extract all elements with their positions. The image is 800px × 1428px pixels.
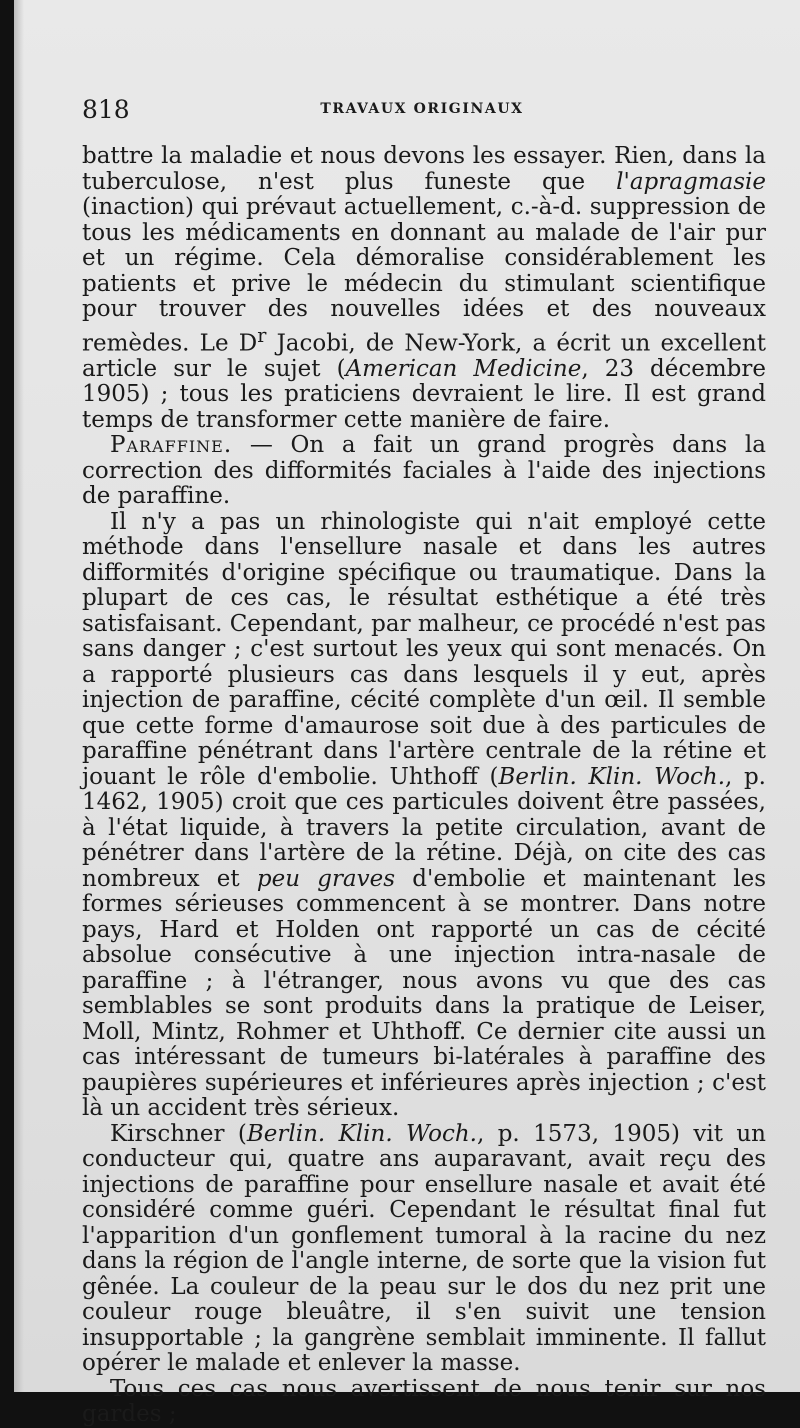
paragraph-final: Tous ces cas nous avertissent de nous tenir sur nos gardes ; bbox=[82, 1375, 766, 1428]
journal-title: American Medicine bbox=[345, 355, 582, 382]
journal-title: Berlin. Klin. Woch. bbox=[246, 1120, 477, 1147]
page-number: 818 bbox=[82, 95, 130, 124]
superscript: r bbox=[257, 323, 267, 347]
journal-title: Berlin. Klin. Woch. bbox=[498, 763, 726, 790]
body-text bbox=[82, 144, 766, 1428]
italic-term: peu graves bbox=[256, 865, 396, 892]
italic-term: l'apragmasie bbox=[616, 168, 766, 195]
paragraph-kirschner: Kirschner (Berlin. Klin. Woch., p. 1573, 1905) vit un conducteur qui, quatre ans auparavant, avait reçu des injections de paraffine pour ensellure nasale et avait été considéré comme guéri. Cependant le résultat final fut l'apparition d'un gonflement tumoral à la racine du nez dans la région de l'angle interne, de sorte que la vision fut gênée. La couleur de la peau sur le dos du nez prit une couleur rouge bleuâtre, il s'en suivit une tension insupportable ; la gangrène semblait imminente. Il fallut opérer le malade et enlever la masse. bbox=[82, 1120, 766, 1377]
page-header bbox=[82, 95, 762, 125]
book-page bbox=[14, 0, 800, 1428]
paragraph-apragmasie: battre la maladie et nous devons les essayer. Rien, dans la tuberculose, n'est plus funeste que l'apragmasie (inaction) qui prévaut actuellement, c.-à-d. suppression de tous les médicaments en donnant au malade de l'air pur et un régime. Cela démoralise considérablement les patients et prive le médecin du stimulant scientifique pour trouver des nouvelles idées et des nouveaux remèdes. Le $D^r$ Jacobi, de New-York, a écrit un excellent article sur le sujet (American Medicine, 23 décembre 1905) ; tous les praticiens devraient le lire. Il est grand temps de transformer cette manière de faire. bbox=[82, 143, 766, 433]
paragraph-paraffine-heading: Paraffine. — On a fait un grand progrès dans la correction des difformités faciales à l'aide des injections de paraffine. bbox=[82, 432, 766, 510]
running-head: TRAVAUX ORIGINAUX bbox=[320, 101, 524, 117]
paragraph-rhinologiste: Il n'y a pas un rhinologiste qui n'ait employé cette méthode dans l'ensellure nasale et dans les autres difformités d'origine spécifique ou traumatique. Dans la plupart de ces cas, le résultat esthétique a été très satisfaisant. Cependant, par malheur, ce procédé n'est pas sans danger ; c'est surtout les yeux qui sont menacés. On a rapporté plusieurs cas dans lesquels il y eut, après injection de paraffine, cécité complète d'un œil. Il semble que cette forme d'amaurose soit due à des particules de paraffine pénétrant dans l'artère centrale de la rétine et jouant le rôle d'embolie. Uhthoff (Berlin. Klin. Woch., p. 1462, 1905) croit que ces particules doivent être passées, à l'état liquide, à travers la petite circulation, avant de pénétrer dans l'artère de la rétine. Déjà, on cite des cas nombreux et peu graves d'embolie et maintenant les formes sérieuses commencent à se montrer. Dans notre pays, Hard et Holden ont rapporté un cas de cécité absolue consécutive à une injection intra-nasale de paraffine ; à l'étranger, nous avons vu que des cas semblables se sont produits dans la pratique de Leiser, Moll, Mintz, Rohmer et Uhthoff. Ce dernier cite aussi un cas intéressant de tumeurs bi-latérales à paraffine des paupières supérieures et inférieures après injection ; c'est là un accident très sérieux. bbox=[82, 508, 767, 1122]
section-heading: Paraffine. bbox=[110, 432, 233, 459]
